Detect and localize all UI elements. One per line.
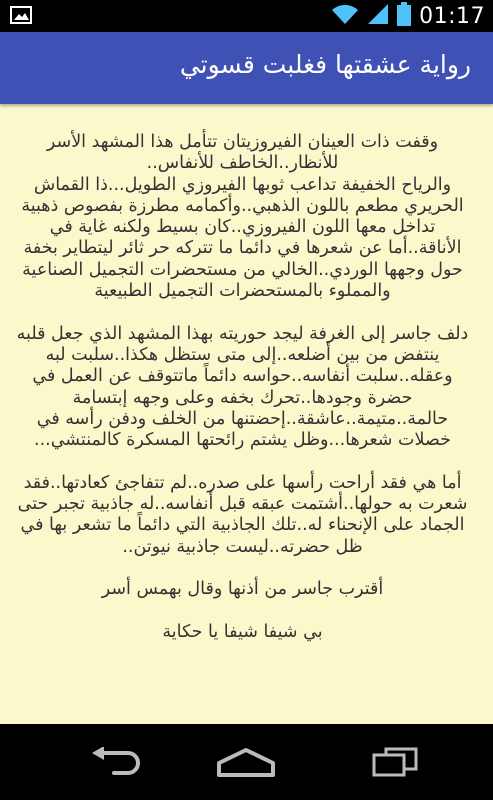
story-content[interactable] <box>0 104 493 724</box>
home-button[interactable] <box>216 744 276 784</box>
story-paragraph-5: بي شيفا شيفا يا حكاية <box>162 621 323 642</box>
story-paragraph-1: وقفت ذات العينان الفيروزيتان تتأمل هذا المشهد الأسر للأنظار..الخاطف للأنفاس.. والرياح الخفيفة تداعب ثوبها الفيروزي الطويل...ذا القماش الحريري مطعم باللون الذهبي..وأكمامه مطرزة بفصوص ذهبية تداخل معها اللون الفيروزي..كان بسيط ولكنه غاية في الأناقة..أما عن شعرها في دائما ما تتركه حر ثائر ليتطاير بخفة حول وجهها الوردي..الخالي من مستحضرات التجميل الصناعية والمملوء بالمستحضرات التجميل الطبيعية <box>21 132 464 302</box>
wifi-icon <box>331 3 359 29</box>
story-text <box>12 132 473 664</box>
status-bar <box>0 0 493 32</box>
signal-icon <box>367 3 389 29</box>
battery-icon <box>397 2 411 30</box>
recent-apps-icon <box>372 747 418 781</box>
status-time: 01:17 <box>419 3 485 29</box>
story-paragraph-2: دلف جاسر إلى الغرفة ليجد حوريته بهذا المشهد الذي جعل قلبه ينتفض من بين أضلعه..إلى متى ستظل هكذا..سلبت لبه وعقله..سلبت أنفاسه..حواسه دائماً ماتتوقف عن العمل في حضرة وجودها..تحرك بخفه وعلى وجهه إبتسامة حالمة..متيمة..عاشقة..إحضتنها من الخلف ودفن رأسه في خصلات شعرها...وظل يشتم رائحتها المسكرة كالمنتشي... <box>16 323 469 451</box>
back-icon <box>88 747 142 781</box>
home-icon <box>215 747 277 781</box>
story-paragraph-4: أقترب جاسر من أذنها وقال بهمس أسر <box>101 579 384 600</box>
back-button[interactable] <box>85 744 145 784</box>
recent-apps-button[interactable] <box>365 744 425 784</box>
app-title: رواية عشقتها فغلبت قسوتي <box>179 50 471 79</box>
story-paragraph-3: أما هي فقد أراحت رأسها على صدره..لم تتفاجئ كعادتها..فقد شعرت به حولها..أشتمت عبقه قبل أنفاسه..له جاذبية تجبر حتى الجماد على الإنحناء له..تلك الجاذبية التي دائماً ما تشعر بها في ظل حضرته..ليست جاذبية نيوتن.. <box>17 472 468 557</box>
navigation-bar <box>0 724 493 800</box>
image-notification-icon <box>10 6 32 24</box>
app-bar <box>0 32 493 104</box>
